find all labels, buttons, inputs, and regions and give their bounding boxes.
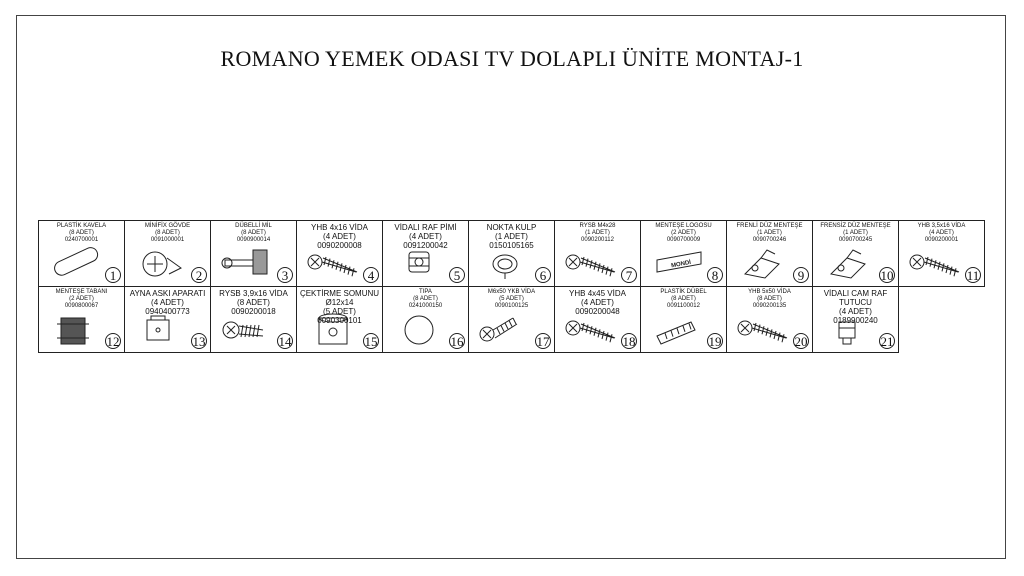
bolt-icon xyxy=(477,310,537,348)
part-number-badge: 21 xyxy=(880,334,894,349)
part-cell xyxy=(124,220,211,287)
part-label xyxy=(41,223,122,244)
part-cell xyxy=(468,220,555,287)
dowel-pin-icon xyxy=(219,244,279,282)
part-cell xyxy=(468,286,555,353)
page-title: ROMANO YEMEK ODASI TV DOLAPLI ÜNİTE MONTAJ-1 xyxy=(220,46,804,71)
part-name: NOKTA KULP xyxy=(486,223,537,232)
screw-icon xyxy=(907,244,967,282)
part-label xyxy=(643,223,724,244)
hinge-base-icon xyxy=(47,310,107,348)
part-number-badge: 18 xyxy=(622,334,636,349)
part-cell xyxy=(898,220,985,287)
part-quantity: (8 ADET) xyxy=(671,296,696,302)
part-number-badge: 4 xyxy=(363,267,379,283)
part-name: FRENSİZ DÜZ MENTEŞE xyxy=(820,223,891,229)
part-number-badge: 6 xyxy=(535,267,551,283)
screw-icon xyxy=(735,310,795,348)
part-label xyxy=(815,223,896,244)
part-number-badge: 9 xyxy=(793,267,809,283)
part-label xyxy=(557,223,638,244)
part-code: 0090800067 xyxy=(64,303,99,309)
part-code: 0090200001 xyxy=(924,237,959,243)
dowel-icon xyxy=(47,244,107,282)
screw-icon xyxy=(305,244,365,282)
part-number-badge: 14 xyxy=(278,334,292,349)
part-cell xyxy=(38,220,125,287)
part-quantity: (8 ADET) xyxy=(155,230,180,236)
cap-icon xyxy=(391,310,451,348)
part-cell xyxy=(296,220,383,287)
part-quantity: (1 ADET) xyxy=(495,232,528,241)
part-number-badge: 12 xyxy=(106,334,120,349)
part-number-badge: 3 xyxy=(277,267,293,283)
part-number-badge: 17 xyxy=(536,334,550,349)
part-quantity: (8 ADET) xyxy=(241,230,266,236)
part-quantity: (2 ADET) xyxy=(671,230,696,236)
part-label xyxy=(643,289,724,310)
part-cell xyxy=(210,220,297,287)
part-label xyxy=(127,223,208,244)
part-number-badge: 10 xyxy=(880,268,894,283)
mirror-hanger-icon xyxy=(133,310,193,348)
part-name: DÜBELLİ MİL xyxy=(235,223,272,229)
part-label xyxy=(729,223,810,244)
part-cell xyxy=(726,286,813,353)
part-code: 0150105165 xyxy=(489,241,534,250)
part-cell xyxy=(812,220,899,287)
part-code: 0240700001 xyxy=(64,237,99,243)
part-quantity: (4 ADET) xyxy=(151,298,184,307)
minifix-body-icon xyxy=(133,244,193,282)
part-cell xyxy=(38,286,125,353)
part-quantity: (1 ADET) xyxy=(585,230,610,236)
hinge-icon xyxy=(735,244,795,282)
hinge-icon xyxy=(821,244,881,282)
part-name: MİNİFİX GÖVDE xyxy=(144,223,191,229)
part-name: MENTEŞE TABANI xyxy=(55,289,108,295)
hinge-logo-icon xyxy=(649,244,709,282)
part-cell xyxy=(382,220,469,287)
part-name: M6x50 YKB VİDA xyxy=(487,289,536,295)
part-name: ÇEKTİRME SOMUNU Ø12x14 xyxy=(299,289,380,307)
part-code: 0090700246 xyxy=(752,237,787,243)
part-name: VİDALI CAM RAF TUTUCU xyxy=(823,289,888,307)
part-cell xyxy=(554,286,641,353)
part-cell xyxy=(640,286,727,353)
part-name: PLASTİK DÜBEL xyxy=(660,289,707,295)
part-code: 0090200008 xyxy=(317,241,362,250)
part-code: 0241000150 xyxy=(408,303,443,309)
part-code: 0090700245 xyxy=(838,237,873,243)
part-label xyxy=(901,223,982,244)
part-label xyxy=(41,289,122,310)
part-name: AYNA ASKI APARATI xyxy=(129,289,206,298)
part-label xyxy=(385,289,466,310)
part-label xyxy=(729,289,810,310)
part-cell xyxy=(726,220,813,287)
part-cell xyxy=(812,286,899,353)
part-quantity: (8 ADET) xyxy=(413,296,438,302)
part-quantity: (4 ADET) xyxy=(323,232,356,241)
part-cell xyxy=(640,220,727,287)
part-code: 0090100125 xyxy=(494,303,529,309)
part-quantity: (4 ADET) xyxy=(929,230,954,236)
part-code: 0090200048 xyxy=(575,307,620,316)
part-code: 0090300101 xyxy=(317,316,362,325)
part-number-badge: 7 xyxy=(621,267,637,283)
part-cell xyxy=(210,286,297,353)
part-quantity: (1 ADET) xyxy=(843,230,868,236)
part-name: YHB 4x16 VİDA xyxy=(311,223,368,232)
part-code: 0090200135 xyxy=(752,303,787,309)
part-code: 0090700009 xyxy=(666,237,701,243)
part-quantity: (5 ADET) xyxy=(323,307,356,316)
short-screw-icon xyxy=(219,310,279,348)
shelf-pin-icon xyxy=(391,244,451,282)
part-name: PLASTİK KAVELA xyxy=(56,223,107,229)
part-quantity: (1 ADET) xyxy=(757,230,782,236)
part-name: MENTEŞE LOGOSU xyxy=(655,223,712,229)
svg-text:MONDİ: MONDİ xyxy=(670,259,692,270)
part-name: YHB 5x50 VİDA xyxy=(748,289,791,295)
screw-icon xyxy=(563,310,623,348)
part-number-badge: 11 xyxy=(966,268,980,283)
part-number-badge: 19 xyxy=(708,334,722,349)
wall-plug-icon xyxy=(649,310,709,348)
part-quantity: (8 ADET) xyxy=(237,298,270,307)
part-number-badge: 20 xyxy=(794,334,808,349)
glass-holder-icon xyxy=(821,310,881,348)
part-cell xyxy=(382,286,469,353)
part-number-badge: 5 xyxy=(449,267,465,283)
part-cell xyxy=(124,286,211,353)
part-code: 0189900240 xyxy=(833,316,878,325)
part-code: 0090200112 xyxy=(581,237,614,243)
part-code: 0090200018 xyxy=(231,307,276,316)
part-cell xyxy=(554,220,641,287)
part-label xyxy=(471,289,552,310)
part-code: 0091000001 xyxy=(150,237,185,243)
part-number-badge: 16 xyxy=(450,334,464,349)
part-code: 0091100012 xyxy=(667,303,700,309)
part-name: TIPA xyxy=(419,289,432,295)
parts-table xyxy=(38,220,984,353)
part-label xyxy=(213,223,294,244)
part-name: RYSB 3,9x16 VİDA xyxy=(219,289,288,298)
part-name: VİDALI RAF PİMİ xyxy=(394,223,457,232)
part-cell xyxy=(296,286,383,353)
part-name: YHB 3,5x16 VİDA xyxy=(917,223,966,229)
part-number-badge: 8 xyxy=(707,267,723,283)
part-name: RYSB M4x28 xyxy=(579,223,616,229)
part-number-badge: 2 xyxy=(191,267,207,283)
part-name: YHB 4x45 VİDA xyxy=(569,289,626,298)
part-quantity: (8 ADET) xyxy=(757,296,782,302)
part-quantity: (8 ADET) xyxy=(69,230,94,236)
part-number-badge: 1 xyxy=(105,267,121,283)
part-number-badge: 13 xyxy=(192,334,206,349)
part-quantity: (4 ADET) xyxy=(409,232,442,241)
part-quantity: (4 ADET) xyxy=(839,307,872,316)
screw-icon xyxy=(563,244,623,282)
part-name: FRENLİ DÜZ MENTEŞE xyxy=(736,223,803,229)
part-quantity: (5 ADET) xyxy=(499,296,524,302)
part-code: 0940400773 xyxy=(145,307,190,316)
knob-icon xyxy=(477,244,537,282)
part-quantity: (2 ADET) xyxy=(69,296,94,302)
barrel-nut-icon xyxy=(305,310,365,348)
part-quantity: (4 ADET) xyxy=(581,298,614,307)
part-code: 0091200042 xyxy=(403,241,448,250)
part-code: 0090900014 xyxy=(236,237,271,243)
part-number-badge: 15 xyxy=(364,334,378,349)
